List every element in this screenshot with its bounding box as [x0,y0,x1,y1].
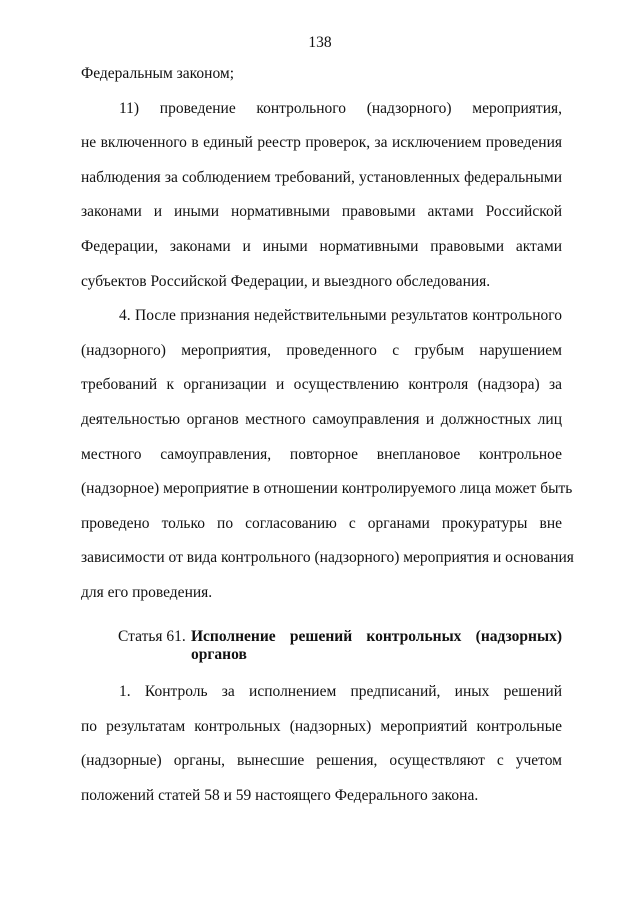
article-label: Статья 61. [118,628,186,645]
text-line: (надзорного) мероприятия, проведенного с грубым нарушением [81,341,562,359]
text-line: Федеральным законом; [81,65,235,82]
text-line: требований к организации и осуществлению контроля (надзора) за [81,376,562,394]
text-line: (надзорные) органы, вынесшие решения, осуществляют с учетом [81,752,562,770]
text-line: законами и иными нормативными правовыми актами Российской [81,203,562,221]
text-line: положений статей 58 и 59 настоящего Федерального закона. [81,786,479,804]
text-line: (надзорное) мероприятие в отношении контролируемого лица может быть [81,480,573,498]
text-line: зависимости от вида контрольного (надзорного) мероприятия и основания [81,549,574,567]
text-line: местного самоуправления, повторное внеплановое контрольное [81,445,562,463]
article-title [191,628,562,664]
page-number: 138 [308,34,332,51]
text-line: Федерации, законами и иными нормативными правовыми актами [81,237,562,255]
text-line: проведено только по согласованию с органами прокуратуры вне [81,514,562,532]
document-body [81,64,574,618]
text-line: наблюдения за соблюдением требований, установленных федеральными [81,168,562,186]
text-line: не включенного в единый реестр проверок, за исключением проведения [81,134,562,152]
article-title-line: органов [191,646,247,663]
text-line: по результатам контрольных (надзорных) мероприятий контрольные [81,717,562,735]
text-line: субъектов Российской Федерации, и выездного обследования. [81,272,491,290]
text-line: для его проведения. [81,583,213,601]
article-title-line: Исполнение решений контрольных (надзорных) [191,628,562,645]
text-line: деятельностью органов местного самоуправления и должностных лиц [81,410,562,428]
document-body-continued [81,682,562,820]
text-line: 1. Контроль за исполнением предписаний, иных решений [119,683,562,700]
text-line: 11) проведение контрольного (надзорного) мероприятия, [119,99,562,117]
text-line: 4. После признания недействительными результатов контрольного [119,307,562,325]
